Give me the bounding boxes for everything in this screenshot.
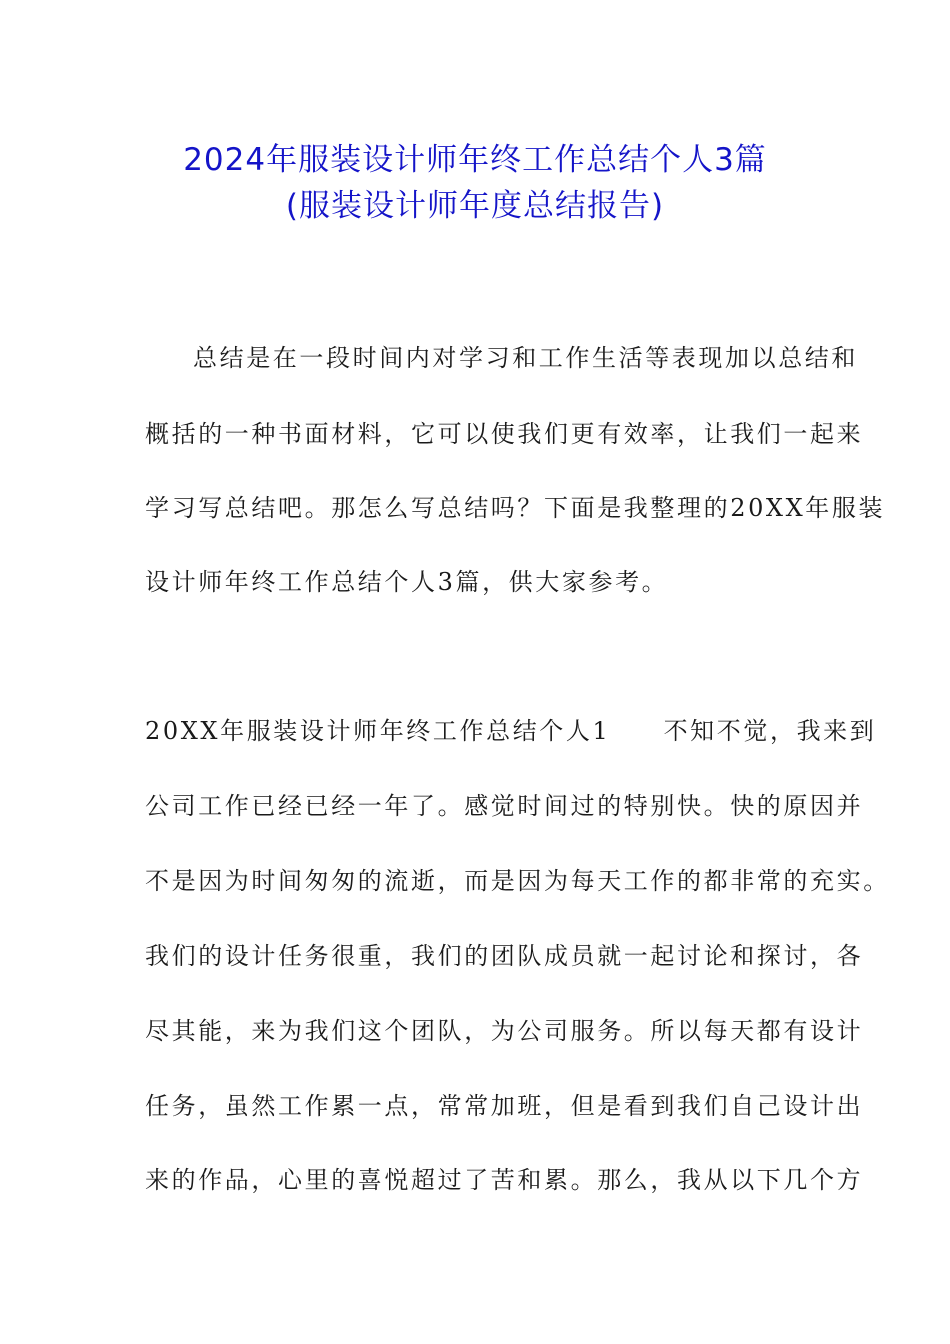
section-1-line: 20XX年服装设计师年终工作总结个人1 不知不觉，我来到: [145, 717, 877, 745]
section-1-line: 不是因为时间匆匆的流逝，而是因为每天工作的都非常的充实。: [145, 867, 890, 895]
intro-paragraph-line: 设计师年终工作总结个人3篇，供大家参考。: [145, 568, 669, 596]
section-1-line: 公司工作已经已经一年了。感觉时间过的特别快。快的原因并: [145, 792, 864, 820]
section-1-line: 我们的设计任务很重，我们的团队成员就一起讨论和探讨，各: [145, 942, 864, 970]
section-1-line: 任务，虽然工作累一点，常常加班，但是看到我们自己设计出: [145, 1092, 864, 1120]
section-1-line: 来的作品，心里的喜悦超过了苦和累。那么，我从以下几个方: [145, 1166, 864, 1194]
document-title-line-2: (服装设计师年度总结报告): [285, 188, 665, 224]
document-title-line-1: 2024年服装设计师年终工作总结个人3篇: [183, 142, 767, 178]
intro-paragraph-line: 概括的一种书面材料，它可以使我们更有效率，让我们一起来: [145, 420, 864, 448]
intro-paragraph-line: 学习写总结吧。那怎么写总结吗？下面是我整理的20XX年服装: [145, 494, 886, 522]
intro-paragraph-line: 总结是在一段时间内对学习和工作生活等表现加以总结和: [193, 344, 858, 372]
section-1-line: 尽其能，来为我们这个团队，为公司服务。所以每天都有设计: [145, 1017, 864, 1045]
